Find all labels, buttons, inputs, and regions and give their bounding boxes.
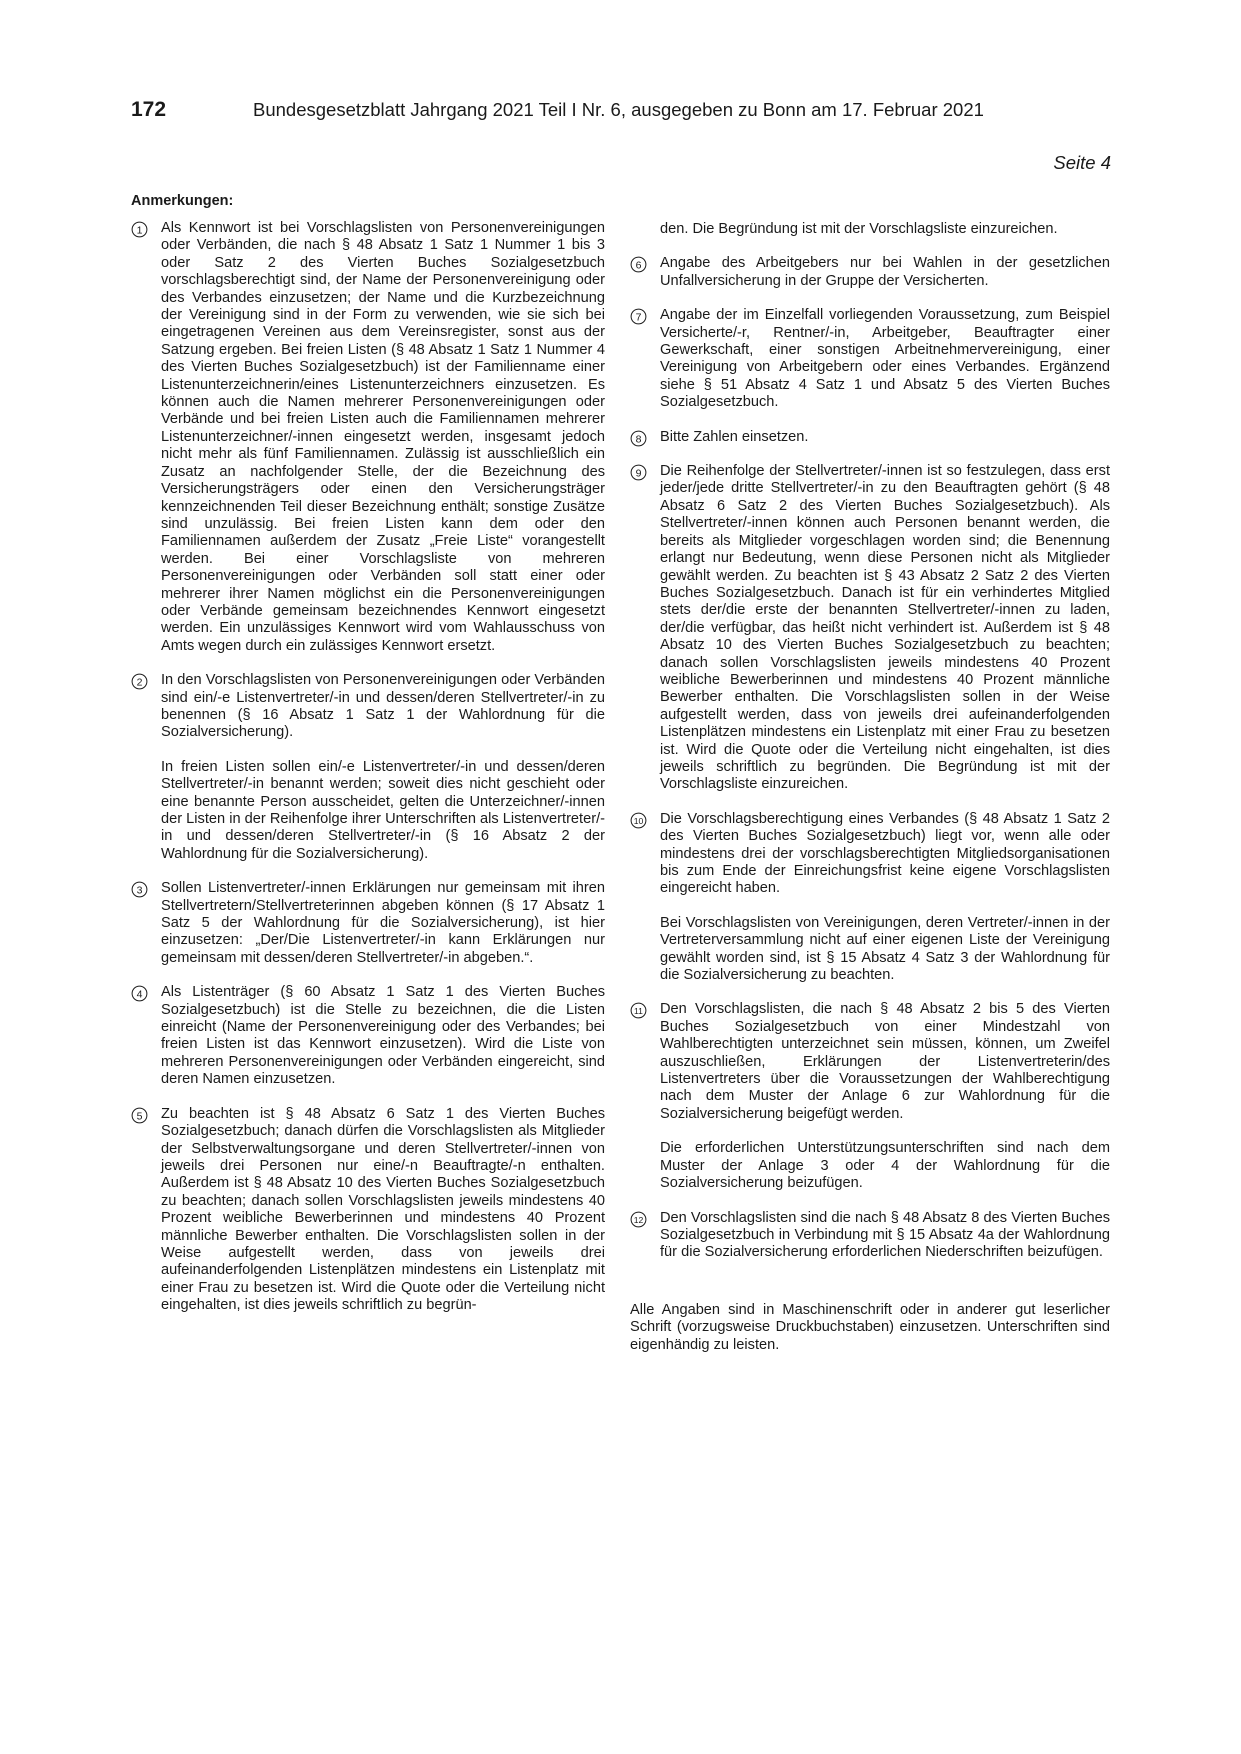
svg-text:7: 7 <box>635 311 642 324</box>
svg-text:3: 3 <box>136 884 143 897</box>
svg-text:9: 9 <box>635 467 642 480</box>
note-text: Die Vorschlagsberechtigung eines Verbandes (§ 48 Absatz 1 Satz 2 des Vierten Buches Sozialgesetzbuch) liegt vor, wenn alle oder mindestens drei der vorschlagsberechtigten Mitgliedsorganisationen bis zum Ende der Einreichungsfrist keine eigene Vorschlagslisten eingereicht haben. <box>660 810 1110 897</box>
note-6 <box>630 255 1110 290</box>
note-5-continuation: den. Die Begründung ist mit der Vorschlagsliste einzureichen. <box>660 221 1058 237</box>
svg-text:8: 8 <box>635 432 642 445</box>
note-text-paragraph-2: In freien Listen sollen ein/-e Listenvertreter/-in und dessen/deren Stellvertreter/-in benannt werden; soweit dies nicht geschieht oder eine benannte Person ausscheidet, gelten die Unterzeichner/-innen der Listen in der Reihenfolge ihrer Unterschriften als Listenvertreter/-in und dessen/deren Stellvertreter/-in (§ 16 Absatz 2 der Wahlordnung für die Sozialversicherung). <box>161 758 605 862</box>
right-column <box>630 221 1110 1354</box>
note-marker-5 <box>131 1107 148 1124</box>
note-marker-10 <box>630 812 647 829</box>
note-text-paragraph-2: Die erforderlichen Unterstützungsunterschriften sind nach dem Muster der Anlage 3 oder 4 der Wahlordnung für die Sozialversicherung beizufügen. <box>660 1140 1110 1192</box>
note-marker-2 <box>131 673 148 690</box>
note-marker-1 <box>131 221 148 238</box>
svg-text:2: 2 <box>136 676 143 689</box>
running-title: Bundesgesetzblatt Jahrgang 2021 Teil I Nr. 6, ausgegeben zu Bonn am 17. Februar 2021 <box>253 99 984 120</box>
note-1 <box>131 220 605 655</box>
svg-text:10: 10 <box>633 815 644 826</box>
closing-note <box>630 1302 1110 1354</box>
note-text: Als Kennwort ist bei Vorschlagslisten von Personenvereinigungen oder Verbänden, die nach § 48 Absatz 1 Satz 1 Nummer 1 bis 3 oder Satz 2 des Vierten Buches Sozialgesetzbuch vorschlagsberechtigt sind, der Name der Personenvereinigung oder des Verbandes einzusetzen; der Name und die Kurzbezeichnung der Vereinigung sind in der Form zu verwenden, wie sie sich bei eingetragenen Vereinen aus dem Vereinsregister, sonst aus der Satzung ergeben. Bei freien Listen (§ 48 Absatz 1 Satz 1 Nummer 4 des Vierten Buches Sozialgesetzbuch) ist der Familienname einer Listenunterzeichnerin/eines Listenunterzeichners einzusetzen. Es können auch die Namen mehrerer Personenvereinigungen oder Verbände und bei freien Listen auch die Familiennamen mehrerer Listenunterzeichner/-innen eingesetzt werden, insgesamt jedoch nicht mehr als fünf Familiennamen. Zulässig ist ausschließlich ein Zusatz an nachfolgender Stelle, der die Bezeichnung des Versicherungsträgers oder einen den Versicherungsträger kennzeichnenden Teil dieser Bezeichnung enthält; sonstige Zusätze sind unzulässig. Bei freien Listen kann dem oder den Familiennamen außerdem der Zusatz „Freie Liste“ vorangestellt werden. Bei einer Vorschlagsliste von mehreren Personenvereinigungen oder Verbänden soll statt einer oder mehrerer ihrer Namen möglichst ein die Personenvereinigungen oder Verbände gemeinsam bezeichnendes Kennwort eingesetzt werden. Ein unzulässiges Kennwort wird vom Wahlausschuss von Amts wegen durch ein zulässiges Kennwort ersetzt. <box>161 220 605 654</box>
page-number: 172 <box>131 98 167 121</box>
note-marker-11 <box>630 1002 647 1019</box>
note-text: Angabe des Arbeitgebers nur bei Wahlen in der gesetzlichen Unfallversicherung in der Gruppe der Versicherten. <box>660 255 1110 289</box>
note-marker-9 <box>630 464 647 481</box>
svg-text:4: 4 <box>136 988 143 1001</box>
note-marker-12 <box>630 1211 647 1228</box>
note-text: Die Reihenfolge der Stellvertreter/-innen ist so festzulegen, dass erst jeder/jede dritte Stellvertreter/-in zu den Beauftragten gehört (§ 48 Absatz 6 Satz 2 des Vierten Buches Sozialgesetzbuch). Als Stellvertreter/-innen können auch Personen benannt werden, die bereits als Mitglieder vorgeschlagen worden sind; die Benennung erlangt nur Bedeutung, wenn diese Personen nicht als Mitglieder gewählt werden. Zu beachten ist § 43 Absatz 2 Satz 2 des Vierten Buches Sozialgesetzbuch. Danach ist für ein verhindertes Mitglied stets der/die erste der benannten Stellvertreter/-innen zu laden, der/die verfügbar, das heißt nicht verhindert ist. Außerdem ist § 48 Absatz 10 des Vierten Buches Sozialgesetzbuch zu beachten; danach sollen Vorschlagslisten jeweils mindestens 40 Prozent weibliche Bewerberinnen und mindestens 40 Prozent männliche Bewerber enthalten. Die Vorschlagslisten sollen in der Weise aufgestellt werden, dass von jeweils drei aufeinanderfolgenden Listenplätzen mindestens ein Listenplatz mit einer Frau zu besetzen ist. Wird die Quote oder die Verteilung nicht eingehalten, ist dies jeweils schriftlich zu begründen. Die Begründung ist mit der Vorschlagsliste einzureichen. <box>660 463 1110 793</box>
svg-text:12: 12 <box>633 1214 644 1225</box>
note-text: Als Listenträger (§ 60 Absatz 1 Satz 1 des Vierten Buches Sozialgesetzbuch) ist die Stelle zu bezeichnen, die die Listen einreicht (Name der Personenvereinigung oder des Verbandes; bei freien Listen ist das Kennwort einzusetzen). Wird die Liste von mehreren Personenvereinigungen oder Verbänden eingereicht, sind deren Namen einzusetzen. <box>161 984 605 1088</box>
section-title: Anmerkungen: <box>131 193 234 209</box>
note-11 <box>630 1001 1110 1192</box>
left-column <box>131 220 605 1332</box>
note-text: Bitte Zahlen einsetzen. <box>660 428 809 445</box>
note-3 <box>131 880 605 967</box>
note-marker-6 <box>630 256 647 273</box>
note-text: Den Vorschlagslisten, die nach § 48 Absatz 2 bis 5 des Vierten Buches Sozialgesetzbuch von einer Mindestzahl von Wahlberechtigten unterzeichnet sein müssen, können, um Zweifel auszuschließen, Erklärungen der Listenvertreterin/des Listenvertreters über die Voraussetzungen der Wahlberechtigung nach dem Muster der Anlage 6 zur Wahlordnung für die Sozialversicherung beigefügt werden. <box>660 1001 1110 1122</box>
note-marker-7 <box>630 308 647 325</box>
note-text-paragraph-2: Bei Vorschlagslisten von Vereinigungen, deren Vertreter/-innen in der Vertreterversammlung nicht auf einer eigenen Liste der Vereinigung gewählt worden sind, ist § 15 Absatz 4 Satz 3 der Wahlordnung für die Sozialversicherung zu beachten. <box>660 914 1110 984</box>
svg-text:5: 5 <box>136 1109 143 1122</box>
note-12 <box>630 1210 1110 1262</box>
note-10 <box>630 811 1110 985</box>
note-text: Angabe der im Einzelfall vorliegenden Voraussetzung, zum Beispiel Versicherte/-r, Rentner/-in, Arbeitgeber, Beauftragter einer Gewerkschaft, einer sonstigen Arbeitnehmervereinigung, einer Vereinigung von Arbeitgebern oder eines Verbandes. Ergänzend siehe § 51 Absatz 4 Satz 1 und Absatz 5 des Vierten Buches Sozialgesetzbuch. <box>660 307 1110 411</box>
note-marker-8 <box>630 430 647 447</box>
closing-text: Alle Angaben sind in Maschinenschrift oder in anderer gut leserlicher Schrift (vorzugsweise Druckbuchstaben) einzusetzen. Unterschriften sind eigenhändig zu leisten. <box>630 1301 1110 1353</box>
note-text: In den Vorschlagslisten von Personenvereinigungen oder Verbänden sind ein/-e Listenvertreter/-in und dessen/deren Stellvertreter/-in zu benennen (§ 16 Absatz 1 Satz 1 der Wahlordnung für die Sozialversicherung). <box>161 672 605 741</box>
note-5 <box>131 1106 605 1315</box>
note-2 <box>131 672 605 863</box>
svg-text:11: 11 <box>634 1006 643 1017</box>
note-8 <box>630 429 1110 446</box>
note-4 <box>131 984 605 1088</box>
seite-label: Seite 4 <box>1053 152 1111 173</box>
note-9 <box>630 463 1110 794</box>
svg-text:1: 1 <box>136 224 143 237</box>
note-text: Zu beachten ist § 48 Absatz 6 Satz 1 des Vierten Buches Sozialgesetzbuch; danach dürfen die Vorschlagslisten als Mitglieder der Selbstverwaltungsorgane und deren Stellvertreter/-innen von jeweils drei Personen nur eine/-n Beauftragte/-n enthalten. Außerdem ist § 48 Absatz 10 des Vierten Buches Sozialgesetzbuch zu beachten; danach sollen Vorschlagslisten jeweils mindestens 40 Prozent weibliche Bewerberinnen und mindestens 40 Prozent männliche Bewerber enthalten. Die Vorschlagslisten sollen in der Weise aufgestellt werden, dass von jeweils drei aufeinanderfolgenden Listenplätzen mindestens ein Listenplatz mit einer Frau zu besetzen ist. Wird die Quote oder die Verteilung nicht eingehalten, ist dies jeweils schriftlich zu begrün- <box>161 1105 605 1314</box>
note-7 <box>630 307 1110 411</box>
svg-text:6: 6 <box>635 259 642 272</box>
note-text: Sollen Listenvertreter/-innen Erklärungen nur gemeinsam mit ihren Stellvertretern/Stellvertreterinnen abgeben können (§ 17 Absatz 1 Satz 5 der Wahlordnung für die Sozialversicherung), ist hier einzusetzen: „Der/Die Listenvertreter/-in kann Erklärungen nur gemeinsam mit dessen/deren Stellvertreter/-in abgeben.“. <box>161 880 605 966</box>
note-marker-3 <box>131 881 148 898</box>
note-marker-4 <box>131 985 148 1002</box>
note-text: Den Vorschlagslisten sind die nach § 48 Absatz 8 des Vierten Buches Sozialgesetzbuch in Verbindung mit § 15 Absatz 4a der Wahlordnung für die Sozialversicherung erforderlichen Niederschriften beizufügen. <box>660 1209 1110 1261</box>
page-header <box>131 98 1111 128</box>
